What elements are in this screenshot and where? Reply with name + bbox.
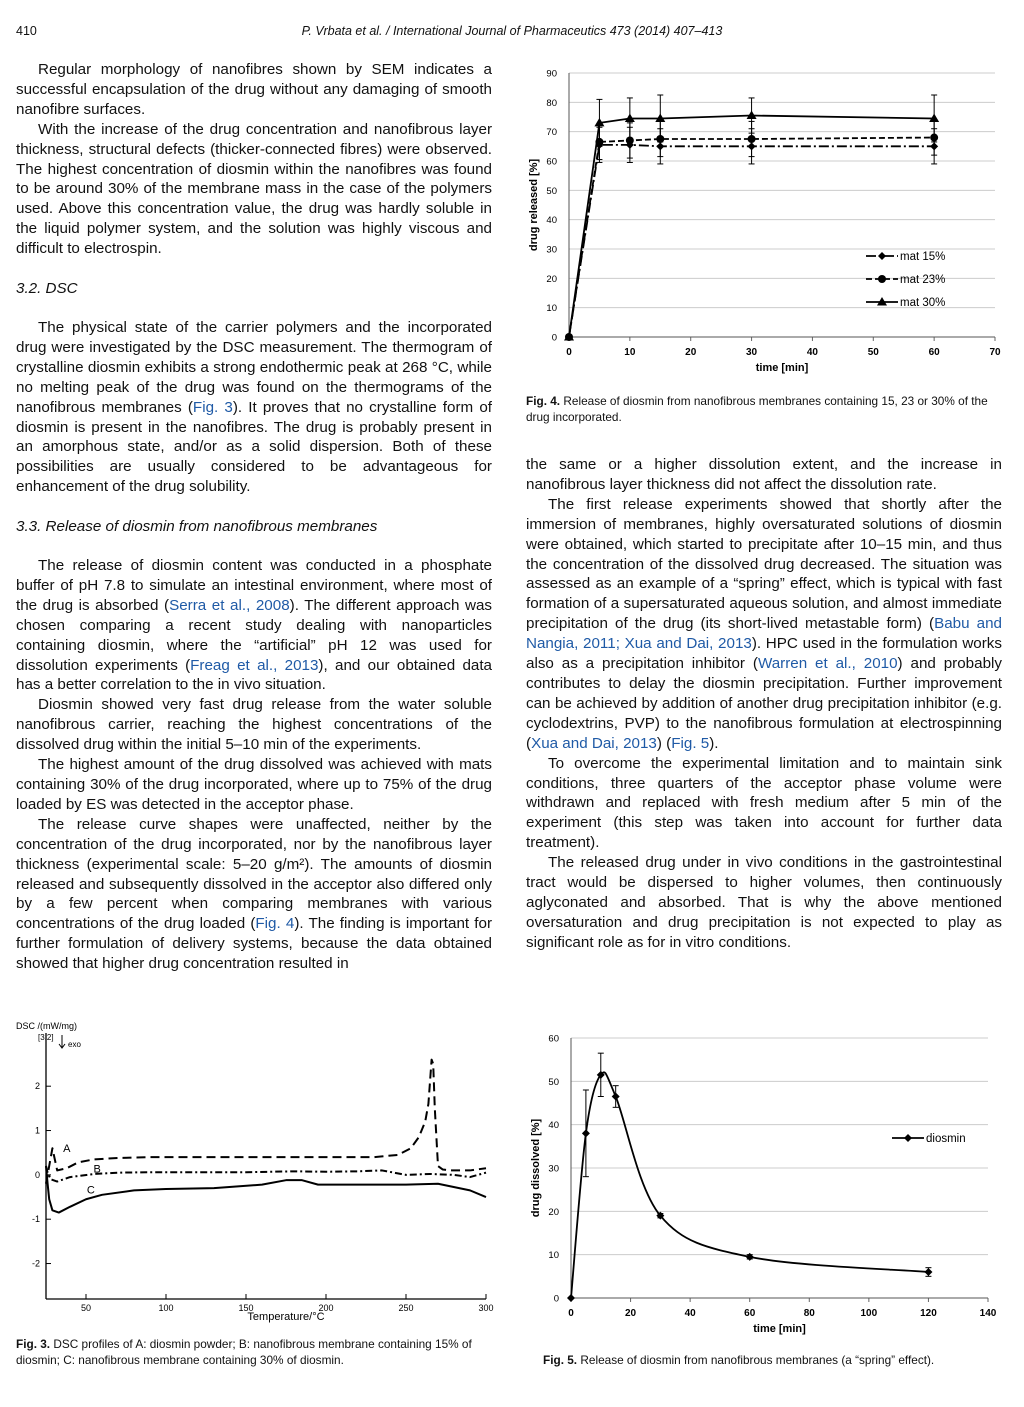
section-heading-release: 3.3. Release of diosmin from nanofibrous membranes bbox=[16, 518, 378, 536]
y-tick-label: 2 bbox=[34, 1081, 40, 1092]
x-axis-label: time [min] bbox=[755, 362, 809, 374]
fig5-chart bbox=[520, 1025, 1010, 1345]
x-tick-label: 20 bbox=[685, 347, 697, 358]
y-axis-label: drug dissolved [%] bbox=[530, 1118, 542, 1218]
series-line bbox=[569, 145, 934, 337]
ref-link-babu[interactable]: Babu and Nangia, 2011; Xua and Dai, 2013 bbox=[526, 615, 1002, 653]
fig3-link[interactable]: Fig. 3 bbox=[192, 398, 233, 416]
x-tick-label: 250 bbox=[398, 1303, 414, 1313]
paragraph: the same or a higher dissolution extent, and the increase in nanofibrous layer thickness did not affect the dissolution rate. bbox=[526, 456, 1002, 493]
x-tick-label: 40 bbox=[806, 347, 818, 358]
paragraph: The physical state of the carrier polymers and the incorporated drug were investigated by the DSC measurement. The thermogram of crystalline diosmin exhibits a strong endothermic peak at 268 °C, while no melting peak of the drug was found on the thermograms of the nanofibrous membranes (Fig. 3). It proves that no crystalline form of diosmin is present in the nanofibres. The drug is probably present in an amorphous state, and/or as a solid dispersion. Both of these possibilities are usually considered to be advantageous for enhancement of the drug solubility. bbox=[16, 318, 492, 496]
x-axis-label: time [min] bbox=[753, 1323, 806, 1335]
page-number: 410 bbox=[16, 24, 37, 38]
thermogram-curve bbox=[46, 1060, 486, 1184]
right-column bbox=[526, 455, 1002, 953]
y-tick-label: 60 bbox=[548, 1033, 559, 1045]
x-tick-label: 50 bbox=[80, 1303, 92, 1313]
curve-label-a: A bbox=[63, 1142, 71, 1155]
y-tick-label: -1 bbox=[31, 1214, 40, 1225]
fig3-caption: Fig. 3. DSC profiles of A: diosmin powder; B: nanofibrous membrane containing 15% of diosmin; C: nanofibrous membrane containing 30% of diosmin. bbox=[16, 1337, 472, 1367]
y-tick-label: 30 bbox=[546, 244, 557, 256]
data-point bbox=[748, 135, 756, 143]
data-point bbox=[582, 1129, 590, 1137]
fig3-chart bbox=[16, 1015, 496, 1325]
paragraph: The released drug under in vivo conditions in the gastrointestinal tract would be dispersed to higher volumes, then continuously aglyconated and absorbed. That is why the above mentioned oversaturation and drug precipitation is not expected to play as significant role as for in vitro conditions. bbox=[526, 854, 1002, 951]
y-tick-label: 0 bbox=[553, 1293, 559, 1305]
y-axis-label: drug released [%] bbox=[528, 158, 540, 252]
paragraph: The highest amount of the drug dissolved was achieved with mats containing 30% of the drug incorporated, where up to 75% of the drug loaded by ES was detected in the acceptor phase. bbox=[16, 756, 492, 813]
y-tick-label: 80 bbox=[546, 97, 557, 109]
y-tick-label: 50 bbox=[548, 1076, 559, 1088]
paragraph: The release of diosmin content was conducted in a phosphate buffer of pH 7.8 to simulate an intestinal environment, where most of the drug is absorbed (Serra et al., 2008). The different approach was chosen comparing a recent study dealing with nanoparticles containing diosmin, where the “artificial” pH 12 was used for dissolution experiments (Freag et al., 2013), and our obtained data has a better correlation to the in vivo situation. bbox=[16, 557, 493, 694]
x-tick-label: 20 bbox=[625, 1308, 637, 1319]
fig4-caption: Fig. 4. Release of diosmin from nanofibrous membranes containing 15, 23 or 30% of the drug incorporated. bbox=[526, 394, 988, 424]
ref-link-freag[interactable]: Freag et al., 2013 bbox=[190, 656, 319, 674]
y-tick-label: 40 bbox=[546, 215, 557, 227]
x-tick-label: 40 bbox=[684, 1308, 696, 1319]
paragraph: To overcome the experimental limitation and to maintain sink conditions, three quarters of the acceptor phase volume were withdrawn and replaced with fresh medium after 5 min of the experiment (this step was taken into account for further data treatment). bbox=[526, 754, 1002, 852]
fig4-chart bbox=[526, 60, 1006, 390]
paragraph: Regular morphology of nanofibres shown by SEM indicates a successful encapsulation of the drug without any damaging of smooth nanofibre surfaces. bbox=[16, 61, 492, 118]
paragraph: Diosmin showed very fast drug release from the water soluble nanofibrous carrier, reaching the highest concentrations of the dissolved drug within the initial 5–10 min of the experiments. bbox=[16, 696, 492, 754]
left-column bbox=[16, 60, 492, 974]
legend-marker bbox=[878, 252, 886, 260]
y-tick-label: -2 bbox=[31, 1258, 40, 1269]
y-tick-label: 60 bbox=[546, 156, 557, 168]
x-tick-label: 30 bbox=[746, 347, 758, 358]
x-tick-label: 150 bbox=[238, 1303, 254, 1313]
y-tick-label: 40 bbox=[548, 1120, 559, 1132]
x-tick-label: 120 bbox=[920, 1308, 937, 1319]
curve-label-c: C bbox=[86, 1184, 95, 1197]
x-tick-label: 70 bbox=[989, 347, 1001, 358]
y-tick-label: 20 bbox=[546, 273, 557, 285]
x-tick-label: 80 bbox=[803, 1308, 815, 1319]
x-tick-label: 0 bbox=[566, 347, 572, 358]
y-tick-label: 0 bbox=[34, 1169, 40, 1180]
y-tick-label: 10 bbox=[546, 303, 557, 315]
legend-label: diosmin bbox=[926, 1133, 966, 1145]
legend-label: mat 23% bbox=[900, 274, 946, 286]
y-tick-label: 50 bbox=[546, 185, 557, 197]
y-tick-label: 70 bbox=[546, 127, 557, 139]
x-tick-label: 140 bbox=[979, 1308, 997, 1319]
x-tick-label: 60 bbox=[744, 1308, 756, 1319]
x-tick-label: 0 bbox=[568, 1308, 574, 1319]
y-tick-label: 30 bbox=[548, 1163, 559, 1175]
y-tick-label: 1 bbox=[34, 1125, 40, 1136]
x-tick-label: 300 bbox=[478, 1303, 494, 1313]
x-tick-label: 60 bbox=[928, 347, 940, 358]
x-tick-label: 100 bbox=[860, 1308, 878, 1319]
section-heading-dsc: 3.2. DSC bbox=[16, 280, 78, 298]
y-tick-label: 10 bbox=[548, 1250, 559, 1262]
series-line bbox=[569, 138, 934, 337]
fig3-ylabel2: [3.2] bbox=[38, 1033, 54, 1042]
thermogram-curve bbox=[46, 1163, 486, 1182]
paragraph: The release curve shapes were unaffected, neither by the concentration of the drug incorporated, nor by the nanofibrous layer thickness (experimental scale: 5–20 g/m²). The amounts of diosmin released and subsequently dissolved in the acceptor also differed only by a few percent when comparing membranes with various concentrations of the drug loaded (Fig. 4). The finding is important for further formulation of delivery systems, because the data obtained showed that higher drug concentration resulted in bbox=[16, 815, 493, 973]
fig3-exo: exo bbox=[68, 1040, 81, 1049]
data-point bbox=[924, 1268, 932, 1276]
data-point bbox=[746, 1253, 754, 1261]
x-tick-label: 200 bbox=[318, 1303, 334, 1313]
series-line bbox=[571, 1072, 928, 1298]
legend-label: mat 15% bbox=[900, 251, 946, 263]
legend-label: mat 30% bbox=[900, 297, 946, 309]
x-tick-label: 50 bbox=[867, 347, 879, 358]
fig3-xlabel: Temperature/°C bbox=[247, 1311, 325, 1323]
ref-link-xua[interactable]: Xua and Dai, 2013 bbox=[531, 734, 657, 752]
x-tick-label: 100 bbox=[158, 1303, 174, 1313]
legend-marker bbox=[878, 275, 886, 283]
fig3-ylabel: DSC /(mW/mg) bbox=[16, 1021, 77, 1031]
fig4-link[interactable]: Fig. 4 bbox=[255, 915, 295, 933]
fig5-link[interactable]: Fig. 5 bbox=[671, 734, 710, 752]
paragraph: With the increase of the drug concentration and nanofibrous layer thickness, structural defects (thicker-connected fibres) were observed. The highest concentration of diosmin within the nanofibres was found to be around 30% of the membrane mass in the case of the polymers used. Above this concentration value, the drug was hardly soluble in the liquid polymer system, and the solution was highly viscous and difficult to electrospin. bbox=[16, 120, 492, 258]
data-point bbox=[567, 1294, 575, 1302]
ref-link-serra[interactable]: Serra et al., 2008 bbox=[169, 596, 290, 614]
curve-label-b: B bbox=[93, 1163, 101, 1176]
fig5-caption: Fig. 5. Release of diosmin from nanofibrous membranes (a “spring” effect). bbox=[543, 1353, 935, 1367]
running-title: P. Vrbata et al. / International Journal of Pharmaceutics 473 (2014) 407–413 bbox=[301, 24, 723, 38]
ref-link-warren[interactable]: Warren et al., 2010 bbox=[757, 655, 898, 673]
y-tick-label: 0 bbox=[551, 332, 557, 344]
legend-marker bbox=[904, 1134, 912, 1142]
paragraph: The first release experiments showed that shortly after the immersion of membranes, highly oversaturated solutions of diosmin were obtained, which started to precipitate after 10–15 min, and thus the concentration of the dissolved drug decreased. The situation was assessed as an example of a “spring” effect, which is typical with fast formation of a supersaturated aqueous solution, and almost immediate precipitation of the drug (its short-lived metastable form) (Babu and Nangia, 2011; Xua and Dai, 2013). HPC used in the formulation works also as a precipitation inhibitor (Warren et al., 2010) and probably contributes to delay the diosmin precipitation. Further improvement can be achieved by addition of another drug precipitation inhibitor (e.g. cyclodextrins, PVP) to the nanofibrous formulation at electrospinning (Xua and Dai, 2013) (Fig. 5). bbox=[526, 495, 1002, 752]
y-tick-label: 20 bbox=[548, 1206, 559, 1218]
x-tick-label: 10 bbox=[624, 347, 636, 358]
data-point bbox=[612, 1093, 620, 1101]
y-tick-label: 90 bbox=[546, 68, 557, 80]
